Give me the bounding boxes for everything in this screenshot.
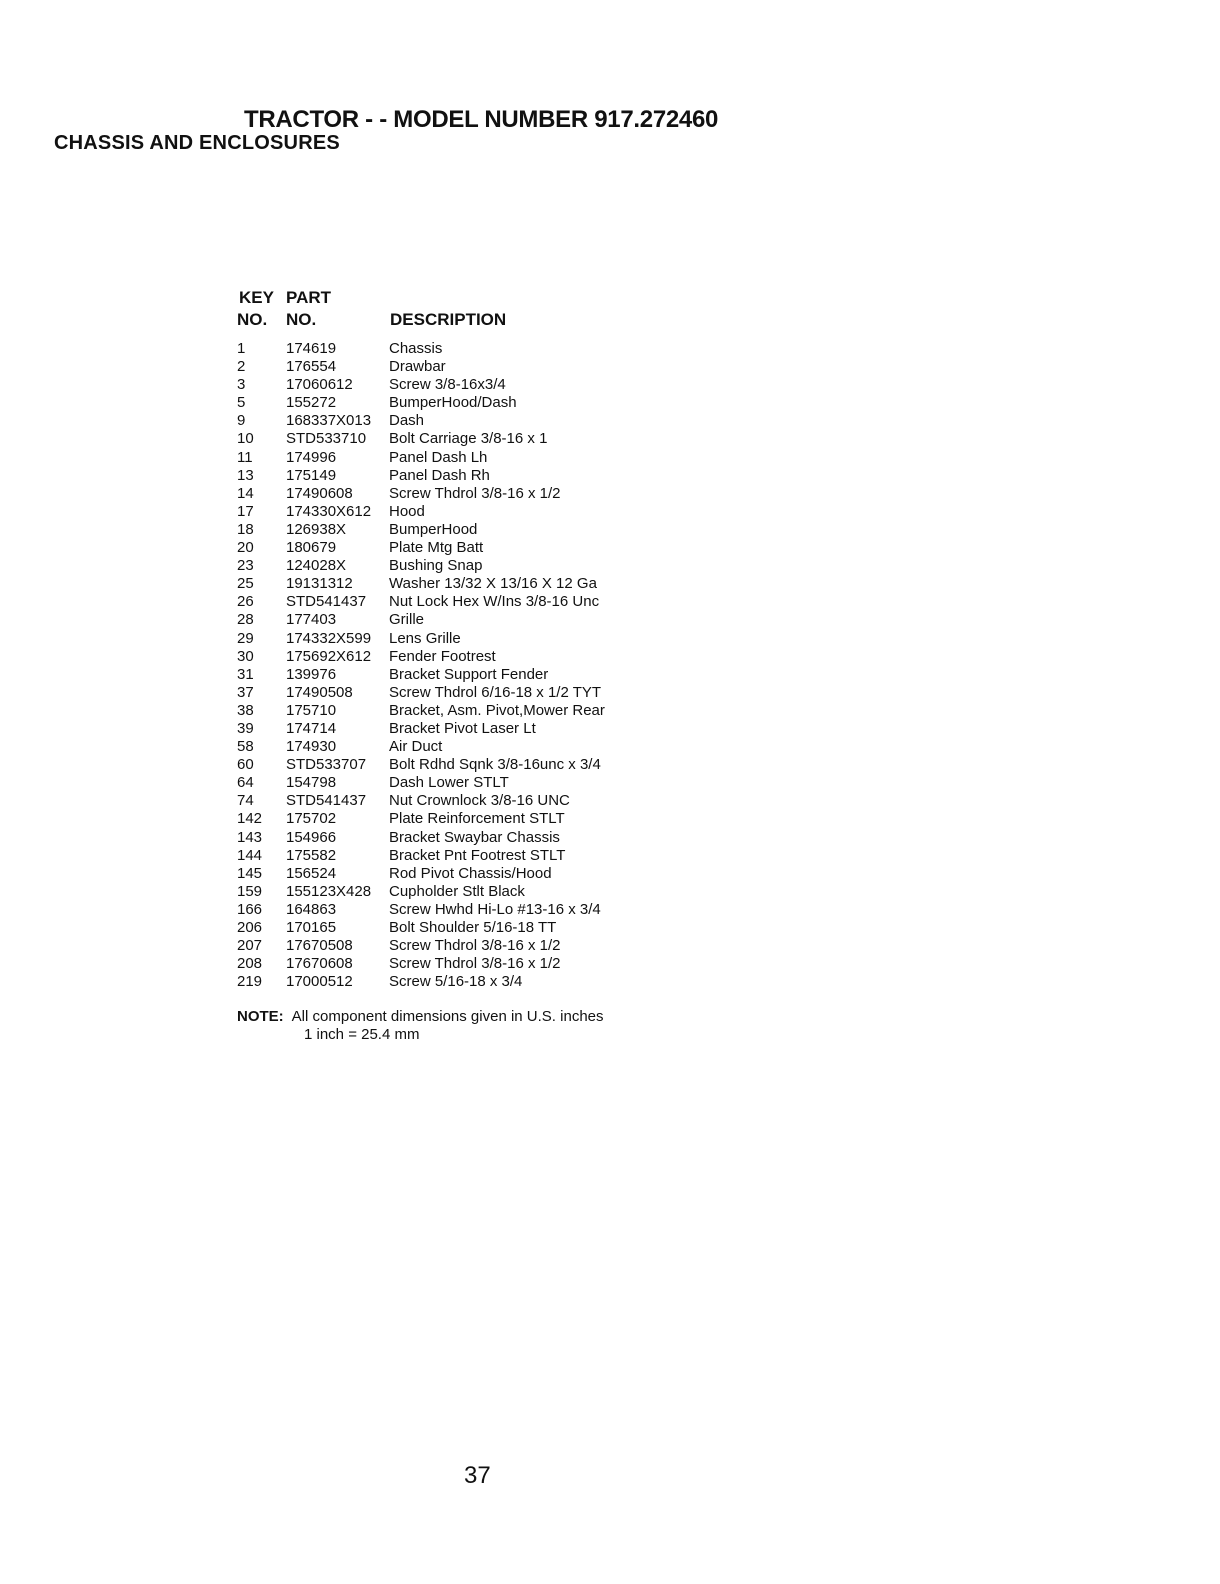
key-no-cell: 207 bbox=[237, 937, 263, 955]
description-cell: Air Duct bbox=[389, 738, 443, 756]
part-no-cell: 180679 bbox=[286, 539, 337, 557]
key-no-cell: 26 bbox=[237, 593, 254, 611]
key-no-cell: 219 bbox=[237, 973, 263, 991]
dimensions-note bbox=[237, 1008, 604, 1044]
key-no-cell: 23 bbox=[237, 557, 254, 575]
key-no-cell: 25 bbox=[237, 575, 254, 593]
description-cell: Hood bbox=[389, 502, 425, 520]
note-line2: 1 inch = 25.4 mm bbox=[304, 1026, 420, 1043]
key-no-cell: 143 bbox=[237, 828, 263, 846]
key-no-cell: 14 bbox=[237, 484, 254, 502]
key-no-cell: 11 bbox=[237, 448, 253, 466]
description-cell: Screw Thdrol 3/8-16 x 1/2 bbox=[389, 937, 561, 955]
part-no-cell: 156524 bbox=[286, 864, 337, 882]
part-no-cell: 177403 bbox=[286, 611, 337, 629]
key-no-cell: 166 bbox=[237, 900, 263, 918]
description-cell: Washer 13/32 X 13/16 X 12 Ga bbox=[389, 575, 597, 593]
description-cell: Lens Grille bbox=[389, 629, 461, 647]
description-cell: Bolt Rdhd Sqnk 3/8-16unc x 3/4 bbox=[389, 756, 601, 774]
key-no-cell: 37 bbox=[237, 683, 254, 701]
page-title: TRACTOR - - MODEL NUMBER 917.272460 bbox=[244, 106, 719, 133]
part-no-header-line2: NO. bbox=[286, 310, 317, 329]
key-no-cell: 60 bbox=[237, 756, 254, 774]
description-cell: Screw 3/8-16x3/4 bbox=[389, 376, 506, 394]
key-no-cell: 1 bbox=[237, 340, 246, 357]
description-cell: Drawbar bbox=[389, 358, 446, 376]
description-cell: Nut Crownlock 3/8-16 UNC bbox=[389, 792, 570, 810]
key-no-cell: 145 bbox=[237, 864, 263, 882]
key-no-cell: 13 bbox=[237, 466, 254, 484]
part-no-cell: 139976 bbox=[286, 665, 337, 683]
part-no-cell: 174714 bbox=[286, 719, 337, 737]
key-no-cell: 38 bbox=[237, 701, 254, 719]
part-no-cell: 124028X bbox=[286, 557, 347, 575]
description-cell: Cupholder Stlt Black bbox=[389, 882, 525, 900]
part-no-cell: 175149 bbox=[286, 466, 337, 484]
key-no-cell: 206 bbox=[237, 919, 263, 936]
key-no-cell: 144 bbox=[237, 846, 263, 864]
key-no-cell: 39 bbox=[237, 719, 254, 737]
part-no-cell: 175692X612 bbox=[286, 647, 372, 665]
key-no-cell: 208 bbox=[237, 955, 263, 973]
key-no-cell: 3 bbox=[237, 376, 246, 394]
key-no-cell: 29 bbox=[237, 629, 254, 647]
description-cell: Chassis bbox=[389, 340, 443, 357]
description-cell: Screw 5/16-18 x 3/4 bbox=[389, 973, 523, 991]
key-no-cell: 5 bbox=[237, 394, 246, 412]
description-cell: Bolt Carriage 3/8-16 x 1 bbox=[389, 430, 548, 448]
description-cell: BumperHood/Dash bbox=[389, 394, 517, 412]
key-no-cell: 58 bbox=[237, 738, 254, 756]
part-no-cell: 17060612 bbox=[286, 376, 353, 394]
description-cell: Bracket Pnt Footrest STLT bbox=[389, 846, 566, 864]
key-no-cell: 31 bbox=[237, 665, 254, 683]
part-no-cell: 126938X bbox=[286, 520, 347, 538]
key-no-cell: 18 bbox=[237, 520, 254, 538]
part-no-cell: 17670608 bbox=[286, 955, 353, 973]
description-cell: Bracket Pivot Laser Lt bbox=[389, 719, 536, 737]
part-no-cell: STD541437 bbox=[286, 792, 367, 810]
key-no-cell: 142 bbox=[237, 810, 263, 828]
part-no-header-line1: PART bbox=[286, 288, 332, 307]
part-no-cell: 154966 bbox=[286, 828, 337, 846]
description-cell: Bracket, Asm. Pivot,Mower Rear bbox=[389, 701, 605, 719]
key-no-cell: 28 bbox=[237, 611, 254, 629]
part-no-cell: 174996 bbox=[286, 448, 337, 466]
key-no-cell: 9 bbox=[237, 412, 246, 430]
part-no-cell: 174619 bbox=[286, 340, 337, 357]
description-cell: Plate Mtg Batt bbox=[389, 539, 484, 557]
description-cell: Screw Hwhd Hi-Lo #13-16 x 3/4 bbox=[389, 900, 601, 918]
part-no-cell: 175582 bbox=[286, 846, 337, 864]
part-no-cell: 154798 bbox=[286, 774, 337, 792]
description-cell: Rod Pivot Chassis/Hood bbox=[389, 864, 552, 882]
description-cell: Screw Thdrol 3/8-16 x 1/2 bbox=[389, 484, 561, 502]
description-cell: Plate Reinforcement STLT bbox=[389, 810, 565, 828]
key-no-cell: 30 bbox=[237, 647, 254, 665]
part-no-cell: 17670508 bbox=[286, 937, 353, 955]
part-no-cell: 170165 bbox=[286, 919, 337, 936]
note-label: NOTE: bbox=[237, 1008, 284, 1025]
description-cell: Bracket Swaybar Chassis bbox=[389, 828, 560, 846]
part-no-cell: 155123X428 bbox=[286, 882, 372, 900]
description-cell: Dash bbox=[389, 412, 425, 430]
key-no-header-line2: NO. bbox=[237, 310, 268, 329]
part-no-cell: 168337X013 bbox=[286, 412, 372, 430]
description-cell: Dash Lower STLT bbox=[389, 774, 509, 792]
part-no-cell: 174930 bbox=[286, 738, 337, 756]
description-cell: Screw Thdrol 6/16-18 x 1/2 TYT bbox=[389, 683, 602, 701]
section-title: CHASSIS AND ENCLOSURES bbox=[54, 132, 340, 154]
key-no-cell: 10 bbox=[237, 430, 254, 448]
description-cell: Bushing Snap bbox=[389, 557, 483, 575]
part-no-cell: 164863 bbox=[286, 900, 337, 918]
part-no-cell: 17490608 bbox=[286, 484, 353, 502]
description-header: DESCRIPTION bbox=[390, 310, 507, 329]
note-line1: All component dimensions given in U.S. inches bbox=[291, 1008, 604, 1025]
page-number: 37 bbox=[464, 1462, 491, 1489]
part-no-cell: 17490508 bbox=[286, 683, 353, 701]
part-no-cell: 174332X599 bbox=[286, 629, 372, 647]
description-cell: Fender Footrest bbox=[389, 647, 496, 665]
description-cell: Bracket Support Fender bbox=[389, 665, 549, 683]
key-no-cell: 74 bbox=[237, 792, 254, 810]
description-cell: Panel Dash Rh bbox=[389, 466, 490, 484]
key-no-cell: 20 bbox=[237, 539, 254, 557]
part-no-cell: 176554 bbox=[286, 358, 337, 376]
key-no-cell: 2 bbox=[237, 358, 246, 376]
description-cell: Grille bbox=[389, 611, 425, 629]
key-no-header-line1: KEY bbox=[239, 288, 274, 307]
key-no-cell: 17 bbox=[237, 502, 254, 520]
description-cell: Nut Lock Hex W/Ins 3/8-16 Unc bbox=[389, 593, 600, 611]
key-no-cell: 159 bbox=[237, 882, 263, 900]
part-no-cell: 175702 bbox=[286, 810, 337, 828]
part-no-cell: STD541437 bbox=[286, 593, 367, 611]
description-cell: BumperHood bbox=[389, 520, 478, 538]
part-no-cell: 174330X612 bbox=[286, 502, 372, 520]
key-no-cell: 64 bbox=[237, 774, 254, 792]
part-no-cell: STD533710 bbox=[286, 430, 367, 448]
description-cell: Panel Dash Lh bbox=[389, 448, 488, 466]
description-cell: Bolt Shoulder 5/16-18 TT bbox=[389, 919, 557, 936]
part-no-cell: 175710 bbox=[286, 701, 337, 719]
part-no-cell: 155272 bbox=[286, 394, 337, 412]
part-no-cell: 19131312 bbox=[286, 575, 353, 593]
part-no-cell: 17000512 bbox=[286, 973, 353, 991]
description-cell: Screw Thdrol 3/8-16 x 1/2 bbox=[389, 955, 561, 973]
part-no-cell: STD533707 bbox=[286, 756, 367, 774]
